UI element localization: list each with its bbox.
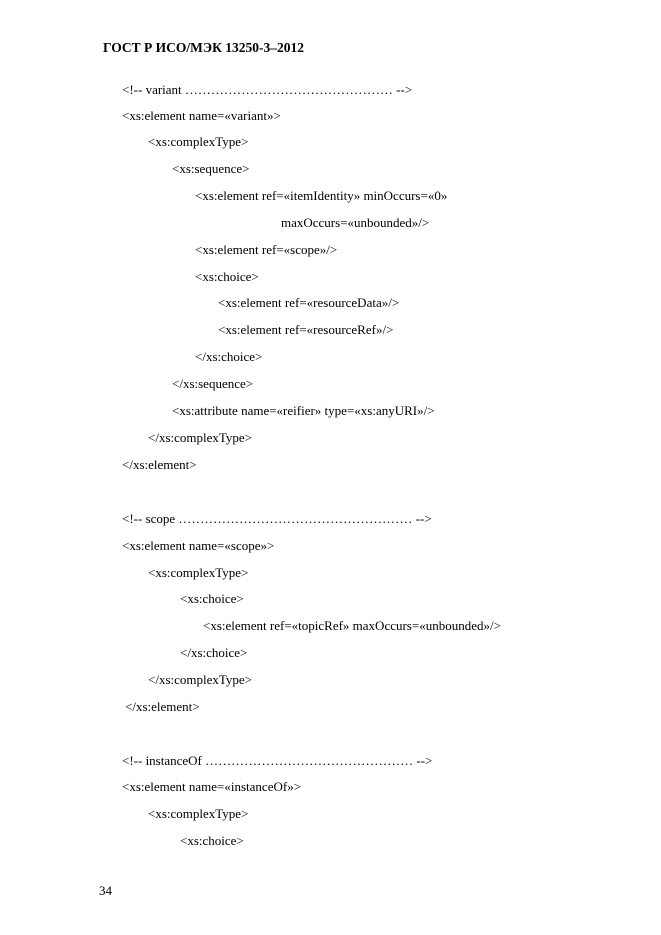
code-line: </xs:element>: [125, 699, 200, 714]
code-line: <xs:element ref=«itemIdentity» minOccurs=«0»: [195, 188, 448, 203]
code-line: <xs:attribute name=«reifier» type=«xs:anyURI»/>: [172, 403, 435, 418]
page-header-standard-code: ГОСТ Р ИСО/МЭК 13250-3–2012: [103, 40, 304, 55]
code-line: <xs:choice>: [195, 269, 259, 284]
code-line: <xs:element ref=«topicRef» maxOccurs=«unbounded»/>: [203, 618, 501, 633]
code-line: <xs:element name=«scope»>: [122, 538, 275, 553]
code-line: </xs:complexType>: [148, 430, 253, 445]
code-line: <xs:element name=«variant»>: [122, 108, 281, 123]
code-line: <xs:sequence>: [172, 161, 250, 176]
code-line: <xs:element ref=«scope»/>: [195, 242, 338, 257]
code-line: <xs:element ref=«resourceData»/>: [218, 295, 400, 310]
page-number: 34: [99, 883, 112, 898]
code-line: <xs:element name=«instanceOf»>: [122, 779, 302, 794]
code-line: <xs:complexType>: [148, 806, 249, 821]
code-line: maxOccurs=«unbounded»/>: [281, 215, 430, 230]
code-line: </xs:choice>: [195, 349, 263, 364]
code-line: <xs:complexType>: [148, 134, 249, 149]
code-line: <!-- instanceOf ………………………………………… -->: [122, 753, 433, 768]
code-line: <xs:choice>: [180, 591, 244, 606]
code-line: <!-- variant ………………………………………… -->: [122, 82, 413, 97]
code-line: <!-- scope ……………………………………………… -->: [122, 511, 432, 526]
code-line: </xs:element>: [122, 457, 197, 472]
code-line: <xs:complexType>: [148, 565, 249, 580]
code-line: <xs:element ref=«resourceRef»/>: [218, 322, 394, 337]
code-line: </xs:complexType>: [148, 672, 253, 687]
code-line: <xs:choice>: [180, 833, 244, 848]
code-line: </xs:sequence>: [172, 376, 254, 391]
code-line: </xs:choice>: [180, 645, 248, 660]
